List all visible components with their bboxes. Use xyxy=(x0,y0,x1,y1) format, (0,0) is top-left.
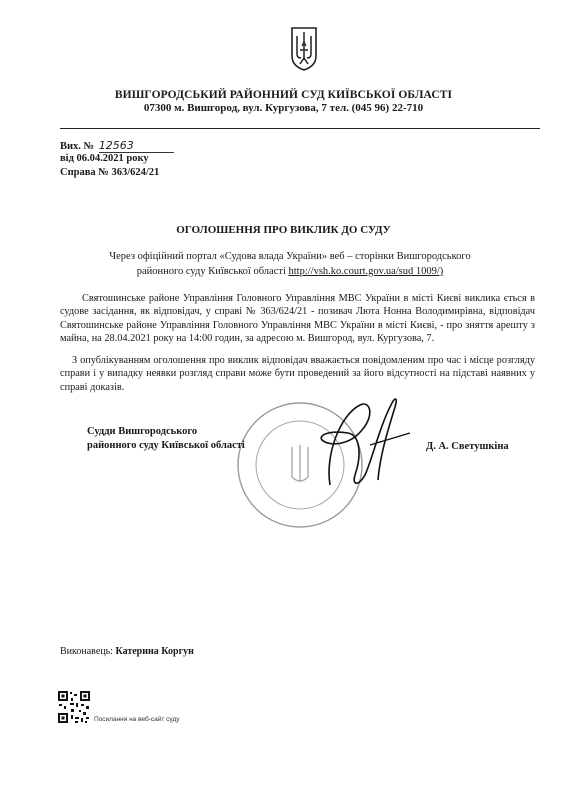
judge-title-line1: Судди Вишгородського xyxy=(87,426,198,437)
case-number: Справа № 363/624/21 xyxy=(60,167,160,178)
executor-label: Виконавець: xyxy=(60,646,113,657)
judge-title xyxy=(87,425,245,453)
judge-title-line2: районного суду Київської області xyxy=(87,440,245,451)
qr-caption: Посилання на веб-сайт суду xyxy=(94,716,180,723)
court-website-link[interactable]: http://vsh.ko.court.gov.ua/sud 1009/) xyxy=(288,266,444,277)
outgoing-label: Вих. № xyxy=(60,141,95,152)
notice-paragraph-2: З опублікуванням оголошення про виклик відповідач вважається повідомленим про час і місце розгляду справи і у випадку неявки розгляд справи може бути проведений за його відсутності на підставі наявних у справі доказів. xyxy=(60,355,535,393)
executor-name: Катерина Коргун xyxy=(115,646,194,657)
outgoing-number: 12563 xyxy=(98,139,134,152)
court-name: ВИШГОРОДСЬКИЙ РАЙОННИЙ СУД КИЇВСЬКОЇ ОБЛАСТІ xyxy=(114,89,453,101)
date-line: від 06.04.2021 року xyxy=(60,153,149,164)
qr-code-icon[interactable] xyxy=(57,690,91,724)
notice-intro xyxy=(90,249,490,279)
signature-scribble xyxy=(300,385,420,505)
executor-line xyxy=(60,646,194,657)
notice-paragraph-1: Святошинське районе Управління Головного Управління МВС України в місті Києві виклика ється в судове засідання, як відповідач, у справі № 363/624/21 - позивач Люта Нонна Володимирівна, відповідач Святошинське районе Управління Головного Управління МВС України в місті Києві, - про зняття арешту з майна, на 28.04.2021 року на 14:00 годин, за адресою м. Вишгород, вул. Кургузова, 7. xyxy=(60,293,535,344)
outgoing-number-line xyxy=(60,139,174,153)
intro-text: Через офіційний портал «Судова влада України» веб – сторінки Вишгородського районного суду Київської області xyxy=(109,251,471,277)
coat-of-arms-icon xyxy=(289,24,319,72)
header-divider xyxy=(60,128,540,129)
court-address: 07300 м. Вишгород, вул. Кургузова, 7 тел. (045 96) 22-710 xyxy=(143,102,424,114)
judge-name: Д. А. Светушкіна xyxy=(426,441,509,452)
notice-title: ОГОЛОШЕННЯ ПРО ВИКЛИК ДО СУДУ xyxy=(176,224,391,236)
